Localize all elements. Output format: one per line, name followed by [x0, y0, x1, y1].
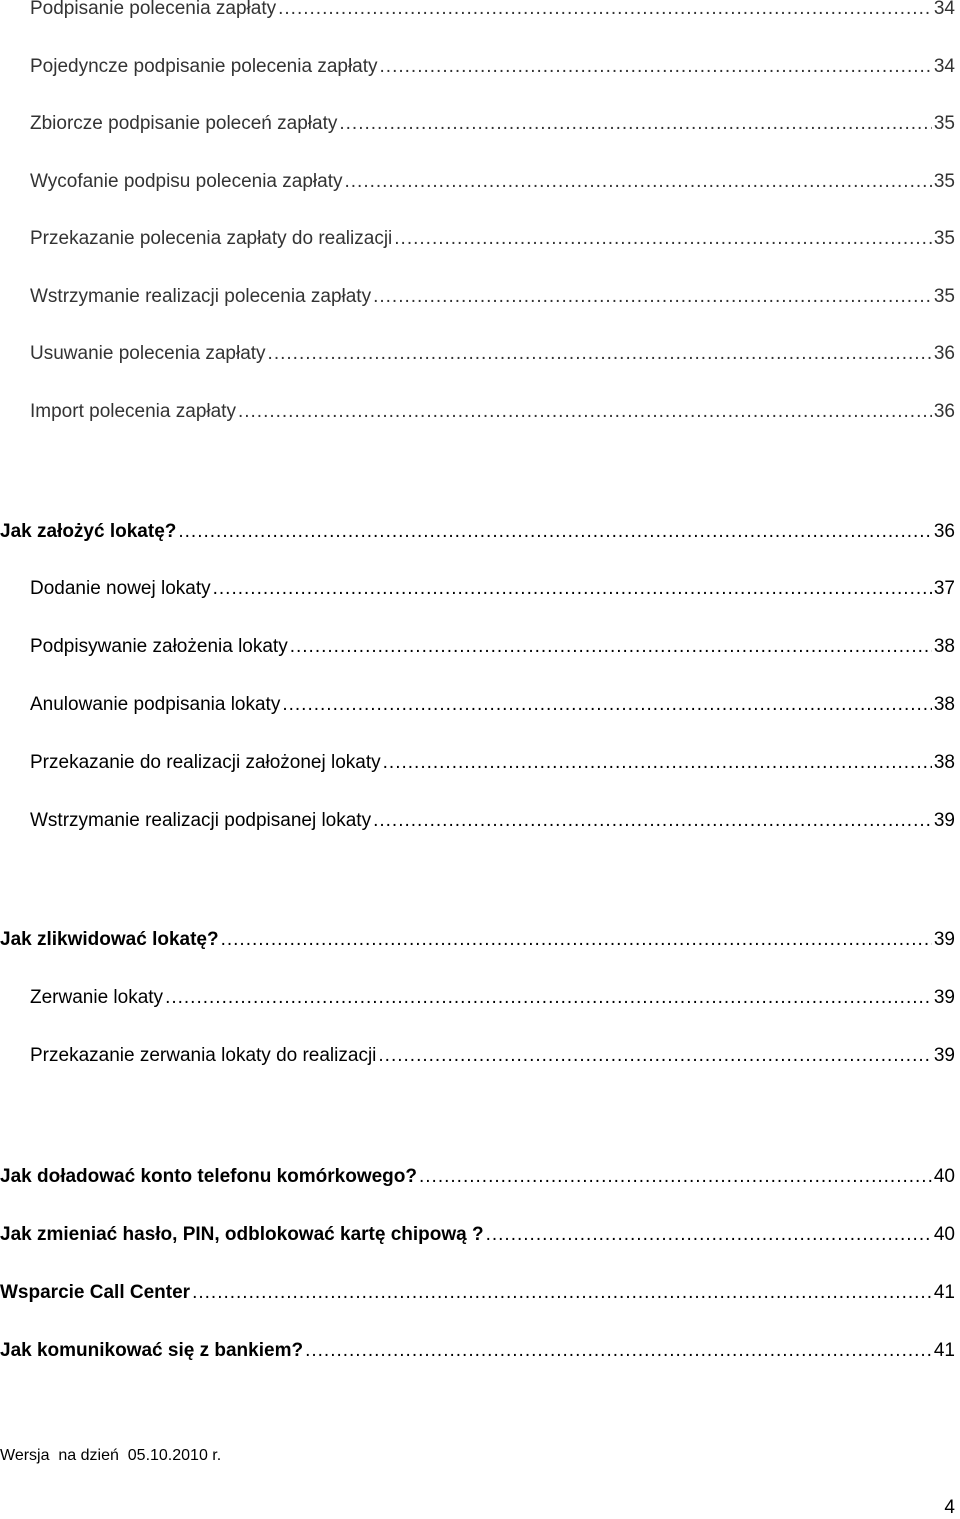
toc-leader-dots: [290, 636, 932, 658]
toc-entry-page: 39: [933, 929, 955, 950]
toc-entry[interactable]: [30, 694, 955, 722]
toc-entry-title: Przekazanie polecenia zapłaty do realizacji: [30, 228, 393, 249]
toc-entry-title: Pojedyncze podpisanie polecenia zapłaty: [30, 56, 378, 77]
toc-section-title: Jak zlikwidować lokatę?: [0, 929, 219, 950]
toc-entry-page: 36: [933, 521, 955, 542]
toc-entry[interactable]: [30, 810, 955, 838]
toc-section-entry[interactable]: [0, 1340, 955, 1368]
toc-entry-page: 36: [933, 401, 955, 422]
page-number: 4: [944, 1497, 955, 1518]
toc-leader-dots: [165, 987, 932, 1009]
toc-entry-page: 35: [933, 228, 955, 249]
toc-leader-dots: [380, 56, 932, 78]
toc-entry[interactable]: [30, 343, 955, 371]
toc-entry-page: 35: [933, 286, 955, 307]
toc-entry-page: 35: [933, 171, 955, 192]
toc-section-entry[interactable]: [0, 1166, 955, 1194]
toc-leader-dots: [378, 1045, 931, 1067]
toc-entry[interactable]: [30, 56, 955, 84]
toc-section-title: Jak zmieniać hasło, PIN, odblokować kartę chipową ?: [0, 1224, 484, 1245]
toc-entry-title: Zerwanie lokaty: [30, 987, 164, 1008]
toc-leader-dots: [373, 810, 932, 832]
toc-entry-page: 34: [933, 56, 955, 77]
toc-section-entry[interactable]: [0, 1224, 955, 1252]
toc-leader-dots: [268, 343, 932, 365]
toc-entry-page: 38: [933, 694, 955, 715]
toc-entry-page: 40: [933, 1224, 955, 1245]
toc-entry-title: Wycofanie podpisu polecenia zapłaty: [30, 171, 343, 192]
toc-entry-page: 34: [933, 0, 955, 19]
toc-entry-page: 35: [933, 113, 955, 134]
toc-entry-title: Wstrzymanie realizacji podpisanej lokaty: [30, 810, 372, 831]
toc-section-entry[interactable]: [0, 521, 955, 549]
toc-entry[interactable]: [30, 578, 955, 606]
toc-entry-page: 39: [933, 810, 955, 831]
toc-section-title: Jak doładować konto telefonu komórkowego?: [0, 1166, 417, 1187]
toc-entry[interactable]: [30, 286, 955, 314]
toc-leader-dots: [344, 171, 931, 193]
toc-entry-page: 41: [933, 1340, 955, 1361]
toc-entry-title: Usuwanie polecenia zapłaty: [30, 343, 266, 364]
toc-leader-dots: [238, 401, 932, 423]
toc-leader-dots: [373, 286, 932, 308]
toc-entry-page: 38: [933, 752, 955, 773]
toc-section-entry[interactable]: [0, 929, 955, 957]
toc-entry[interactable]: [30, 171, 955, 199]
toc-entry[interactable]: [30, 113, 955, 141]
toc-entry[interactable]: [30, 752, 955, 780]
toc-leader-dots: [305, 1340, 932, 1362]
toc-leader-dots: [178, 521, 931, 543]
toc-entry-title: Anulowanie podpisania lokaty: [30, 694, 281, 715]
toc-leader-dots: [221, 929, 932, 951]
toc-entry-page: 39: [933, 987, 955, 1008]
toc-section-title: Jak komunikować się z bankiem?: [0, 1340, 304, 1361]
toc-entry-title: Podpisywanie założenia lokaty: [30, 636, 288, 657]
toc-section-title: Wsparcie Call Center: [0, 1282, 191, 1303]
toc-entry-page: 41: [933, 1282, 955, 1303]
toc-entry-title: Wstrzymanie realizacji polecenia zapłaty: [30, 286, 372, 307]
toc-leader-dots: [213, 578, 932, 600]
toc-leader-dots: [278, 0, 932, 20]
toc-entry-title: Zbiorcze podpisanie poleceń zapłaty: [30, 113, 338, 134]
toc-entry[interactable]: [30, 401, 955, 429]
toc-entry-title: Przekazanie do realizacji założonej lokaty: [30, 752, 381, 773]
toc-entry-page: 40: [933, 1166, 955, 1187]
toc-leader-dots: [192, 1282, 932, 1304]
toc-entry-page: 37: [933, 578, 955, 599]
toc-entry-title: Import polecenia zapłaty: [30, 401, 236, 422]
toc-section-entry[interactable]: [0, 1282, 955, 1310]
toc-entry[interactable]: [30, 228, 955, 256]
toc-entry-page: 36: [933, 343, 955, 364]
toc-leader-dots: [383, 752, 932, 774]
toc-entry[interactable]: [30, 1045, 955, 1073]
toc-section-title: Jak założyć lokatę?: [0, 521, 177, 542]
toc-leader-dots: [394, 228, 932, 250]
toc-entry-page: 39: [933, 1045, 955, 1066]
toc-entry-title: Przekazanie zerwania lokaty do realizacji: [30, 1045, 377, 1066]
toc-entry[interactable]: [30, 987, 955, 1015]
toc-leader-dots: [419, 1166, 932, 1188]
toc-entry-title: Podpisanie polecenia zapłaty: [30, 0, 277, 19]
footer-version-text: Wersja na dzień 05.10.2010 r.: [0, 1447, 222, 1464]
toc-entry[interactable]: [30, 636, 955, 664]
toc-leader-dots: [486, 1224, 932, 1246]
toc-entry-page: 38: [933, 636, 955, 657]
toc-leader-dots: [339, 113, 932, 135]
toc-entry-title: Dodanie nowej lokaty: [30, 578, 211, 599]
toc-leader-dots: [282, 694, 932, 716]
toc-entry[interactable]: [30, 0, 955, 26]
